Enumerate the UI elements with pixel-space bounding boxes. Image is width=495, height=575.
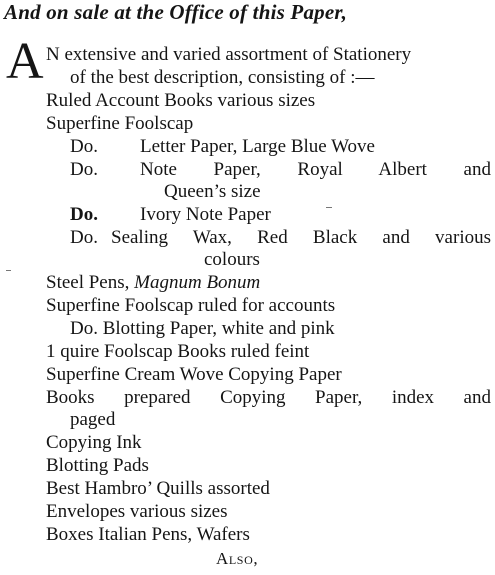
item-hambro-quills: Best Hambro’ Quills assorted (46, 478, 270, 499)
item-steel-pens-brand: Magnum Bonum (134, 272, 261, 293)
ditto-mark: Do. (70, 204, 98, 225)
item-note-paper: Note Paper, Royal Albert and (140, 159, 491, 180)
ditto-mark: Do. (70, 136, 98, 157)
item-superfine-foolscap: Superfine Foolscap (46, 113, 194, 134)
item-letter-paper: Letter Paper, Large Blue Wove (140, 136, 375, 157)
item-books-prepared: Books prepared Copying Paper, index and (46, 387, 491, 408)
intro-line-2: of the best description, consisting of :— (70, 67, 375, 88)
item-envelopes: Envelopes various sizes (46, 501, 228, 522)
item-copying-ink: Copying Ink (46, 432, 142, 453)
item-blotting-pads: Blotting Pads (46, 455, 149, 476)
ditto-mark: Do. (70, 227, 98, 248)
item-sealing-wax-continued: colours (204, 249, 260, 270)
item-ruled-foolscap: Superfine Foolscap ruled for accounts (46, 295, 336, 316)
ditto-mark: Do. (70, 159, 98, 180)
item-sealing-wax: Sealing Wax, Red Black and various (111, 227, 491, 248)
item-ruled-account-books: Ruled Account Books various sizes (46, 90, 316, 111)
item-blotting-paper: Do. Blotting Paper, white and pink (70, 318, 335, 339)
item-italian-pens: Boxes Italian Pens, Wafers (46, 524, 250, 545)
item-note-paper-continued: Queen’s size (164, 181, 261, 202)
intro-line-1: N extensive and varied assortment of Stationery (46, 44, 412, 65)
item-copying-paper: Superfine Cream Wove Copying Paper (46, 364, 342, 385)
item-steel-pens (46, 272, 260, 294)
also-heading: Also, (216, 549, 259, 568)
print-speck (326, 207, 332, 208)
advertisement-heading: And on sale at the Office of this Paper, (4, 0, 348, 24)
drop-cap: A (6, 33, 44, 90)
item-ivory-note-paper: Ivory Note Paper (140, 204, 271, 225)
item-steel-pens-label: Steel Pens, (46, 272, 130, 293)
item-books-prepared-continued: paged (70, 409, 116, 430)
item-quire-foolscap: 1 quire Foolscap Books ruled feint (46, 341, 310, 362)
print-speck (6, 270, 11, 271)
